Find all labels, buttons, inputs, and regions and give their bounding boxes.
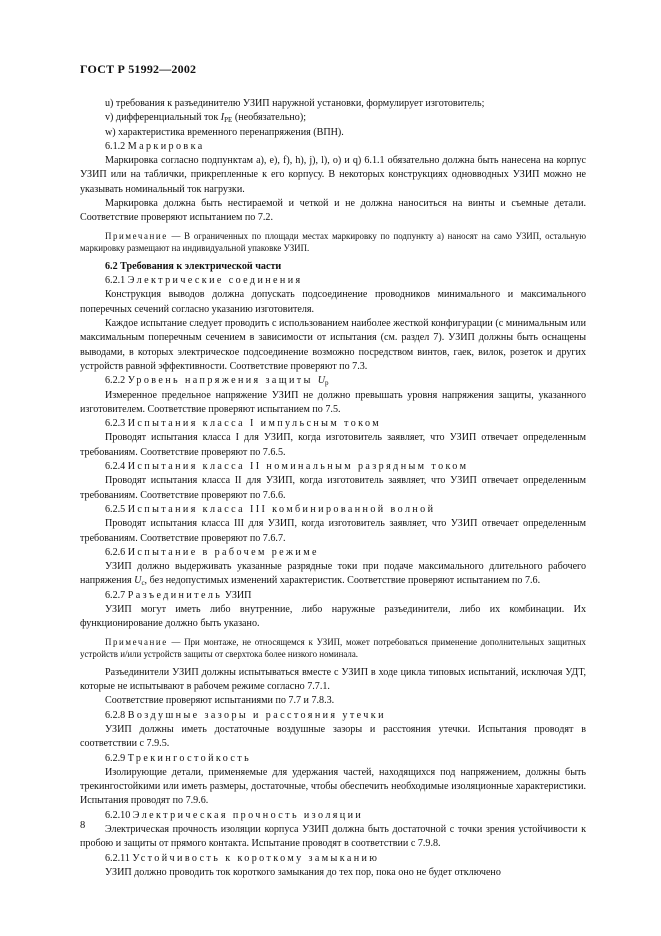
section-heading xyxy=(80,374,586,388)
text-fragment: Проводят испытания класса III для УЗИП, когда изготовитель заявляет, что УЗИП отвечает определенным требованиям. Соответствие проверяют по 7.6.7. xyxy=(80,518,586,544)
section-heading xyxy=(80,546,586,560)
section-title-tail: УЗИП xyxy=(222,589,252,601)
section-heading xyxy=(80,852,586,866)
section-heading xyxy=(80,140,586,154)
section-title: Испытания класса II номинальным разрядным током xyxy=(127,461,469,473)
text-fragment: Проводят испытания класса I для УЗИП, когда изготовитель заявляет, что УЗИП отвечает определенным требованиям. Соответствие проверяют по 7.6.5. xyxy=(80,432,586,458)
section-title: Электрические соединения xyxy=(127,275,303,287)
section-heading xyxy=(80,274,586,288)
note-text: — В ограниченных по площади местах маркировку по подпункту a) наносят на само УЗИП, остальную маркировку размещают на индивидуальной упаковке УЗИП. xyxy=(80,230,586,254)
section-title: Уровень напряжения защиты xyxy=(127,375,318,387)
section-number: 6.2.8 xyxy=(105,709,126,721)
text-fragment: Проводят испытания класса II для УЗИП, когда изготовитель заявляет, что УЗИП отвечает определенным требованиям. Соответствие проверяют по 7.6.6. xyxy=(80,475,586,501)
section-number: 6.1.2 xyxy=(105,140,126,152)
page-number: 8 xyxy=(80,820,86,831)
section-heading xyxy=(80,809,586,823)
section-heading-bold xyxy=(80,260,586,274)
text-fragment: Каждое испытание следует проводить с использованием наиболее жесткой конфигурации (с минимальным или максимальным поперечным сечением в зависимости от испытания (см. раздел 7). УЗИП должны быть оснащены выводами, в которых электрическое подсоединение возможно посредством винтов, гаек, вилок, розеток и других устройств равной эффективности. Соответствие проверяют по 7.3. xyxy=(80,318,586,372)
body-paragraph xyxy=(80,317,586,374)
note-text: — При монтаже, не относящемся к УЗИП, может потребоваться применение дополнительных защитных устройств и/или устройств защиты от сверхтока более низкого номинала. xyxy=(80,636,586,660)
body-paragraph xyxy=(80,766,586,809)
text-fragment: Маркировка согласно подпунктам a), e), f), h), j), l), o) и q) 6.1.1 обязательно должна быть нанесена на корпус УЗИП или на таблички, прикрепленные к его корпусу. В некоторых конструкциях одновводных УЗИП можно не указывать номинальный ток нагрузки. xyxy=(80,155,586,195)
document-header: ГОСТ Р 51992—2002 xyxy=(80,62,197,76)
note-label: Примечание xyxy=(105,636,168,647)
body-paragraph xyxy=(80,197,586,226)
section-heading xyxy=(80,417,586,431)
text-fragment: (необязательно); xyxy=(232,112,307,124)
text-fragment: Разъединители УЗИП должны испытываться вместе с УЗИП в ходе цикла типовых испытаний, исключая УДТ, которые не испытывают в рабочем режиме согласно 7.7.1. xyxy=(80,666,586,693)
text-fragment: u) требования к разъединителю УЗИП наружной установки, формулирует изготовитель; xyxy=(105,98,485,109)
body-paragraph xyxy=(80,666,586,695)
symbol: U xyxy=(317,375,325,387)
text-fragment: 6.2 Требования к электрической части xyxy=(105,260,282,272)
section-number: 6.2.4 xyxy=(105,461,126,473)
section-number: 6.2.2 xyxy=(105,375,126,387)
body-paragraph xyxy=(80,823,586,852)
body-paragraph xyxy=(80,723,586,752)
symbol: U xyxy=(134,575,142,587)
text-fragment: Маркировка должна быть нестираемой и четкой и не должна наноситься на винты и съемные детали. Соответствие проверяют испытанием по 7.2. xyxy=(80,198,586,224)
section-title: Испытания класса III комбинированной волной xyxy=(127,503,436,515)
section-number: 6.2.10 xyxy=(105,809,131,821)
subscript: p xyxy=(324,379,329,388)
body-paragraph xyxy=(80,288,586,317)
symbol: I xyxy=(220,112,225,124)
note-label: Примечание xyxy=(105,230,168,241)
note-paragraph xyxy=(80,636,586,661)
body-paragraph xyxy=(80,603,586,632)
section-number: 6.2.11 xyxy=(105,852,130,864)
body-paragraph xyxy=(80,517,586,546)
text-fragment: Электрическая прочность изоляции корпуса УЗИП должна быть достаточной с точки зрения устойчивости к пробою и защиты от прямого контакта. Испытание проводят в соответствии с 7.9.8. xyxy=(80,824,586,850)
section-heading xyxy=(80,460,586,474)
body-paragraph xyxy=(80,866,586,880)
section-number: 6.2.5 xyxy=(105,503,126,515)
section-title: Устойчивость к короткому замыканию xyxy=(132,852,380,864)
body-paragraph xyxy=(80,694,586,708)
body-paragraph xyxy=(80,97,586,111)
section-number: 6.2.1 xyxy=(105,275,126,287)
section-title: Воздушные зазоры и расстояния утечки xyxy=(127,709,386,721)
document-page xyxy=(80,62,586,880)
section-title: Испытание в рабочем режиме xyxy=(127,546,319,558)
section-heading xyxy=(80,589,586,603)
document-body xyxy=(80,97,586,880)
body-paragraph xyxy=(80,389,586,418)
section-heading xyxy=(80,709,586,723)
section-number: 6.2.7 xyxy=(105,589,126,601)
text-fragment: Соответствие проверяют испытаниями по 7.7 и 7.8.3. xyxy=(105,695,335,707)
body-paragraph xyxy=(80,126,586,140)
body-paragraph xyxy=(80,560,586,589)
section-heading xyxy=(80,503,586,517)
text-fragment: v) дифференциальный ток xyxy=(105,112,221,124)
section-heading xyxy=(80,752,586,766)
body-paragraph xyxy=(80,154,586,197)
body-paragraph xyxy=(80,431,586,460)
body-paragraph xyxy=(80,474,586,503)
section-number: 6.2.9 xyxy=(105,752,126,764)
body-paragraph xyxy=(80,111,586,125)
note-paragraph xyxy=(80,230,586,255)
section-title: Маркировка xyxy=(127,140,205,152)
text-fragment: УЗИП могут иметь либо внутренние, либо наружные разъединители, либо их комбинации. Их функционирование должно быть указано. xyxy=(80,603,586,630)
text-fragment: Измеренное предельное напряжение УЗИП не должно превышать уровня напряжения защиты, указанного изготовителем. Соответствие проверяют испытанием по 7.5. xyxy=(80,389,586,415)
text-fragment: Изолирующие детали, применяемые для удержания частей, находящихся под напряжением, должны быть трекингостойкими или иметь размеры, достаточные, чтобы обеспечить необходимые изоляционные характеристики. Испытания проводят по 7.9.6. xyxy=(80,766,586,807)
subscript: PE xyxy=(224,116,233,125)
text-fragment: Конструкция выводов должна допускать подсоединение проводников минимального и максимального поперечных сечений согласно указанию изготовителя. xyxy=(80,289,586,315)
section-title: Трекингостойкость xyxy=(127,752,252,764)
text-fragment: УЗИП должно проводить ток короткого замыкания до тех пор, пока оно не будет отключено xyxy=(105,866,501,878)
section-title: Электрическая прочность изоляции xyxy=(132,809,364,821)
text-fragment: , без недопустимых изменений характеристик. Соответствие проверяют испытанием по 7.6. xyxy=(144,575,541,587)
text-fragment: w) характеристика временного перенапряжения (ВПН). xyxy=(105,126,344,138)
text-fragment: УЗИП должно выдерживать указанные разрядные токи при подаче максимального длительного рабочего напряжения xyxy=(80,561,586,587)
section-number: 6.2.6 xyxy=(105,546,126,558)
section-title: Испытания класса I импульсным током xyxy=(127,418,382,430)
section-number: 6.2.3 xyxy=(105,418,126,430)
subscript: c xyxy=(141,579,145,588)
text-fragment: УЗИП должны иметь достаточные воздушные зазоры и расстояния утечки. Испытания проводят в соответствии с 7.9.5. xyxy=(80,723,586,750)
section-title: Разъединитель xyxy=(127,589,223,601)
